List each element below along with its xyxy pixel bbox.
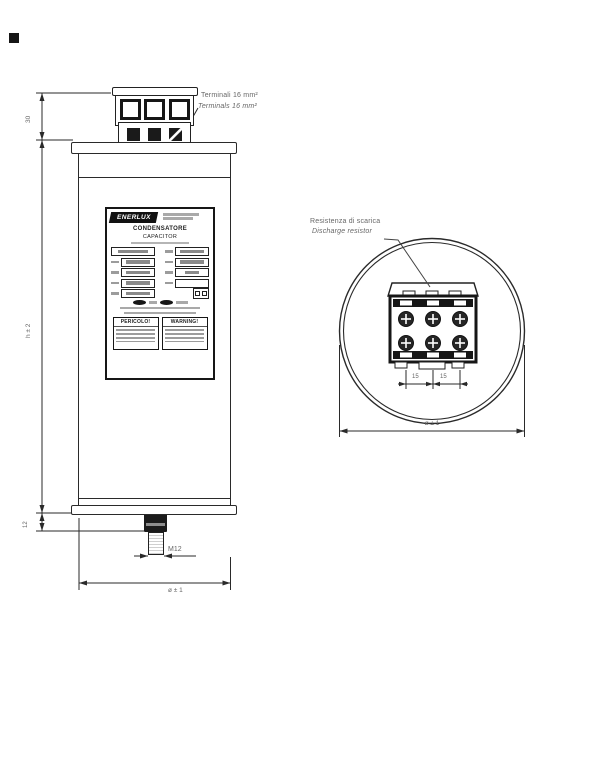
dim-top-diameter: ø ± 1 <box>424 420 440 427</box>
nameplate <box>105 207 215 380</box>
can-top-flange <box>71 142 237 154</box>
can-top-seam <box>79 177 230 178</box>
terminal-note-line1: Terminali 16 mm² <box>201 92 258 99</box>
discharge-note-line1: Resistenza di scarica <box>310 218 381 225</box>
can-bottom-seam <box>79 498 230 499</box>
approval-marks <box>107 300 213 305</box>
label-title-en: CAPACITOR <box>142 233 178 240</box>
dim-pitch-left: 15 <box>412 374 419 380</box>
dim-front-diameter: ø ± 1 <box>168 587 183 594</box>
terminal-opening <box>120 99 141 120</box>
dim-stud-section: 12 <box>23 521 29 528</box>
capacitor-symbol <box>193 288 209 299</box>
danger-title-en: WARNING! <box>163 319 207 327</box>
terminal-opening <box>144 99 165 120</box>
page-corner-mark <box>9 33 19 43</box>
can-bottom-flange <box>71 505 237 515</box>
label-title-it: CONDENSATORE <box>132 226 188 232</box>
terminal-opening <box>169 99 190 120</box>
brand-address-lines <box>163 212 199 220</box>
screw-head <box>148 128 161 141</box>
dim-terminal-height: 30 <box>25 115 32 123</box>
rating-fields <box>111 247 209 298</box>
brand-logo <box>109 212 158 223</box>
dim-pitch-right: 15 <box>440 374 447 380</box>
terminal-note-line2: Terminals 16 mm² <box>198 103 257 110</box>
discharge-note-line2: Discharge resistor <box>312 228 373 235</box>
top-view <box>340 239 525 438</box>
danger-title-it: PERICOLO! <box>114 319 158 327</box>
stud-thread-label: M12 <box>168 546 182 553</box>
danger-box-it <box>113 317 159 350</box>
screw-head <box>169 128 182 141</box>
danger-box-en <box>162 317 208 350</box>
mounting-stud <box>148 532 164 555</box>
dim-body-height: h ± 2 <box>25 323 32 338</box>
stud-hex-nut <box>144 514 167 532</box>
brand-text: ENERLUX <box>116 214 151 221</box>
screw-head <box>127 128 140 141</box>
pitch-dimension <box>398 370 468 389</box>
